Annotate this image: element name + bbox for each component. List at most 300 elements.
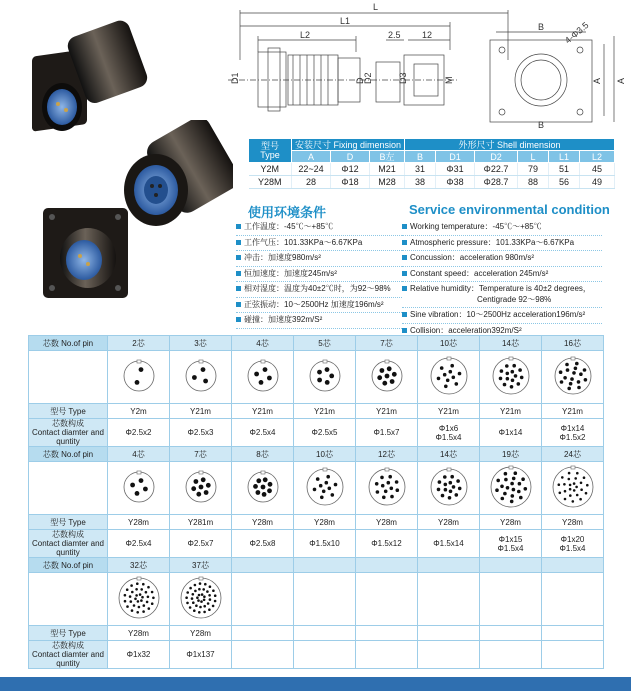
- pin-layout-cell: [294, 351, 356, 404]
- pin-face: [186, 361, 216, 391]
- pin-dot: [495, 488, 499, 492]
- pin-layout-cell: [542, 351, 604, 404]
- key-notch: [261, 360, 265, 363]
- pin-dot: [191, 486, 196, 491]
- pin-dot: [125, 588, 128, 591]
- cell: Φ12: [331, 163, 370, 176]
- list-item: Collision：acceleration392m/S²: [402, 324, 602, 340]
- pin-dot: [502, 383, 506, 387]
- pin-dot: [324, 481, 328, 485]
- pin-dot: [582, 368, 586, 372]
- pin-layout-cell: [418, 351, 480, 404]
- list-item: 碰撞：加速度392m/S²: [236, 313, 402, 329]
- pin-count-cell: 12芯: [356, 447, 418, 462]
- pin-dot: [571, 500, 574, 503]
- pin-dot: [568, 484, 571, 487]
- pin-dot: [579, 482, 582, 485]
- connector-photo-3: [38, 198, 138, 313]
- pin-dot: [375, 490, 379, 494]
- table-row: [29, 447, 604, 462]
- cell: Φ22.7: [475, 163, 518, 176]
- pin-dot: [443, 475, 447, 479]
- pin-dot: [576, 380, 580, 384]
- pin-dot: [202, 599, 205, 602]
- pin-count-cell: 24芯: [542, 447, 604, 462]
- pin-dot: [586, 484, 589, 487]
- pin-type-cell: Y28m: [232, 515, 294, 530]
- pin-dot: [394, 480, 398, 484]
- pin-dot: [584, 492, 587, 495]
- pin-type-cell: Y28m: [108, 626, 170, 641]
- key-notch: [385, 360, 389, 363]
- key-notch: [199, 360, 203, 363]
- pin-type-cell: [294, 626, 356, 641]
- connector-photo-1: [30, 12, 150, 137]
- dim-L: L: [373, 2, 379, 12]
- pin-dot: [198, 611, 201, 614]
- pin-dot: [198, 588, 201, 591]
- pin-layout-icon: [246, 359, 280, 393]
- pin-dot: [456, 479, 460, 483]
- pin-dot: [255, 490, 260, 495]
- pin-dot: [377, 375, 382, 380]
- pin-dot: [129, 600, 132, 603]
- pin-dot: [208, 598, 211, 601]
- pin-dot: [509, 500, 513, 504]
- pin-count-cell: [418, 558, 480, 573]
- key-notch: [199, 471, 203, 474]
- pin-face: [369, 469, 405, 505]
- pin-dot: [389, 379, 394, 384]
- env-list-cn: [236, 220, 402, 329]
- pin-dot: [132, 604, 135, 607]
- pin-dot: [505, 377, 509, 381]
- pin-type-cell: [418, 626, 480, 641]
- pin-dot: [267, 482, 272, 487]
- pin-dot: [563, 376, 567, 380]
- pin-dot: [147, 607, 150, 610]
- pin-dot: [203, 379, 208, 384]
- pin-comp-cell: Φ2.5x4: [108, 530, 170, 558]
- dim-B-top: B: [538, 22, 545, 32]
- pin-face: [307, 469, 343, 505]
- row-label: [29, 573, 108, 626]
- pin-dot: [503, 472, 507, 476]
- pin-type-cell: Y21m: [294, 404, 356, 419]
- pin-dot: [188, 606, 191, 609]
- list-item: 冲击：加速度980m/s²: [236, 251, 402, 267]
- pin-layout-icon: [184, 470, 218, 504]
- pin-layout-cell: [170, 351, 232, 404]
- pin-dot: [572, 489, 575, 492]
- row-label: 芯数 No.of pin: [29, 558, 108, 573]
- pin-dot: [563, 498, 566, 501]
- pin-dot: [457, 372, 461, 376]
- pin-dot: [380, 484, 384, 488]
- pin-dot: [448, 370, 452, 374]
- dim-B-bottom: B: [538, 120, 545, 130]
- pin-dot: [450, 475, 454, 479]
- pin-dot: [454, 382, 458, 386]
- pin-dot: [384, 374, 389, 379]
- pin-dot: [580, 488, 583, 491]
- pin-dot: [200, 600, 203, 603]
- pin-dot: [253, 484, 258, 489]
- pin-count-cell: 32芯: [108, 558, 170, 573]
- pin-layout-cell: [480, 351, 542, 404]
- pin-dot: [135, 594, 138, 597]
- pin-count-cell: 37芯: [170, 558, 232, 573]
- pin-dot: [318, 484, 322, 488]
- pin-dot: [196, 492, 201, 497]
- pin-count-cell: [294, 558, 356, 573]
- pin-dot: [448, 490, 452, 494]
- pin-dot: [574, 477, 577, 480]
- pin-dot: [445, 379, 449, 383]
- pin-type-cell: Y28m: [480, 515, 542, 530]
- pin-comp-cell: Φ2.5x5: [294, 419, 356, 447]
- table-row: [29, 336, 604, 351]
- pin-dot: [563, 483, 566, 486]
- pin-count-cell: 7芯: [356, 336, 418, 351]
- pin-dot: [565, 368, 569, 372]
- pin-layout-cell: [294, 573, 356, 626]
- table-row: [29, 419, 604, 447]
- row-label: 芯数构成 Contact diamter and quntity: [29, 530, 108, 558]
- pin-dot: [505, 364, 509, 368]
- pin-dot: [130, 584, 133, 587]
- pin-layout-icon: [489, 465, 533, 509]
- pin-dot: [579, 498, 582, 501]
- key-notch: [571, 466, 575, 469]
- pin-dot: [142, 583, 145, 586]
- pin-layout-cell: [418, 462, 480, 515]
- pin-dot: [517, 490, 521, 494]
- pin-dot: [559, 380, 563, 384]
- pin-layout-icon: [117, 576, 161, 620]
- pin-comp-cell: Φ1x20 Φ1.5x4: [542, 530, 604, 558]
- pin-dot: [511, 477, 515, 481]
- pin-layout-cell: [170, 462, 232, 515]
- pin-count-cell: [480, 558, 542, 573]
- footer-bar: [0, 677, 631, 691]
- pin-count-cell: [542, 558, 604, 573]
- pin-dot: [324, 380, 329, 385]
- pin-dot: [457, 487, 461, 491]
- pin-type-cell: [356, 626, 418, 641]
- cell: 88: [518, 176, 549, 189]
- pin-dot: [558, 370, 562, 374]
- pin-dot: [267, 488, 272, 493]
- pin-dot: [451, 485, 455, 489]
- pin-dot: [569, 494, 572, 497]
- pin-face: [431, 358, 467, 394]
- pin-dot: [147, 586, 150, 589]
- pin-type-cell: Y281m: [170, 515, 232, 530]
- pin-dot: [442, 373, 446, 377]
- pin-count-cell: 2芯: [108, 336, 170, 351]
- pin-dot: [568, 382, 572, 386]
- pin-comp-cell: [418, 641, 480, 669]
- pin-comp-cell: Φ1x14 Φ1.5x2: [542, 419, 604, 447]
- pin-dot: [143, 487, 148, 492]
- table-row: [29, 573, 604, 626]
- pin-count-cell: 3芯: [170, 336, 232, 351]
- table-row: [29, 515, 604, 530]
- row-label: 型号 Type: [29, 404, 108, 419]
- pin-count-cell: 14芯: [418, 447, 480, 462]
- pin-dot: [519, 496, 523, 500]
- pin-dot: [194, 590, 197, 593]
- pin-dot: [140, 599, 143, 602]
- pin-dot: [208, 585, 211, 588]
- table-row: [29, 530, 604, 558]
- pin-dot: [320, 496, 324, 500]
- pin-dot: [199, 606, 202, 609]
- pin-dot: [185, 596, 188, 599]
- pin-dot: [131, 591, 134, 594]
- dim-2-5: 2.5: [388, 30, 401, 40]
- pin-dot: [568, 488, 571, 491]
- pin-dot: [258, 380, 263, 385]
- pin-dot: [260, 485, 265, 490]
- pin-dot: [436, 377, 440, 381]
- pin-dot: [504, 478, 508, 482]
- pin-dot: [123, 594, 126, 597]
- pin-count-cell: 5芯: [294, 336, 356, 351]
- pin-dot: [192, 601, 195, 604]
- row-label: 芯数 No.of pin: [29, 447, 108, 462]
- pin-dot: [134, 380, 139, 385]
- pin-comp-cell: Φ2.5x2: [108, 419, 170, 447]
- key-notch: [571, 357, 575, 360]
- env-list-en: [402, 220, 602, 339]
- pin-face: [124, 472, 154, 502]
- env-title-cn: 使用环境条件: [248, 205, 327, 220]
- pin-dot: [443, 483, 447, 487]
- pin-layout-icon: [122, 359, 156, 393]
- dim-col-B: B: [405, 151, 436, 163]
- pin-dot: [513, 374, 517, 378]
- pin-comp-cell: Φ1.5x7: [356, 419, 418, 447]
- pin-face: [555, 358, 591, 394]
- pin-count-cell: 19芯: [480, 447, 542, 462]
- pin-layout-icon: [491, 356, 531, 396]
- pin-dot: [577, 386, 581, 390]
- pin-comp-cell: Φ1x32: [108, 641, 170, 669]
- pin-layout-icon: [370, 359, 404, 393]
- pin-dot: [317, 378, 322, 383]
- pin-dot: [136, 582, 139, 585]
- pin-dot: [152, 597, 155, 600]
- pin-dot: [510, 482, 514, 486]
- pin-dot: [140, 588, 143, 591]
- table-row: [29, 641, 604, 669]
- pin-comp-cell: Φ1.5x14: [418, 530, 480, 558]
- pin-comp-cell: Φ2.5x8: [232, 530, 294, 558]
- pin-type-cell: [542, 626, 604, 641]
- key-notch: [509, 357, 513, 360]
- pin-face: [493, 358, 529, 394]
- dim-D: D: [355, 77, 365, 84]
- pin-dot: [500, 497, 504, 501]
- pin-count-cell: 8芯: [232, 447, 294, 462]
- pin-layout-icon: [551, 465, 595, 509]
- dim-12: 12: [422, 30, 433, 40]
- pin-dot: [509, 385, 513, 389]
- pin-dot: [503, 492, 507, 496]
- pin-dot: [136, 600, 139, 603]
- pin-dot: [138, 367, 143, 372]
- dim-A-inner: A: [592, 77, 602, 84]
- pin-face: [310, 361, 340, 391]
- cell: M21: [370, 163, 405, 176]
- key-notch: [137, 360, 141, 363]
- pin-dot: [444, 385, 448, 389]
- pin-layout-cell: [108, 573, 170, 626]
- pin-type-cell: [480, 626, 542, 641]
- pin-dot: [512, 364, 516, 368]
- pin-dot: [186, 602, 189, 605]
- list-item: Concussion：acceleration 980m/s²: [402, 251, 602, 267]
- pin-dot: [389, 487, 393, 491]
- cell: Φ18: [331, 176, 370, 189]
- pin-dot: [317, 370, 322, 375]
- pin-comp-cell: Φ2.5x4: [232, 419, 294, 447]
- pin-dot: [211, 605, 214, 608]
- pin-dot: [206, 590, 209, 593]
- pin-dot: [516, 382, 520, 386]
- pin-dot: [563, 490, 566, 493]
- list-item: 正弦振动：10～2500Hz 加速度196m/s²: [236, 298, 402, 314]
- pin-dot: [126, 605, 129, 608]
- pin-dot: [379, 368, 384, 373]
- pin-dot: [510, 494, 514, 498]
- pin-type-cell: Y28m: [418, 515, 480, 530]
- dim-col-A: A: [292, 151, 331, 163]
- pin-dot: [583, 378, 587, 382]
- pin-dot: [523, 487, 527, 491]
- pin-dot: [390, 495, 394, 499]
- pin-dot: [386, 481, 390, 485]
- pin-dot: [130, 609, 133, 612]
- list-item: 相对湿度：温度为40±2℃时，为92～98%: [236, 282, 402, 298]
- pin-dot: [510, 370, 514, 374]
- pin-count-cell: 4芯: [232, 336, 294, 351]
- pin-dot: [374, 482, 378, 486]
- pin-dot: [195, 604, 198, 607]
- pin-layout-cell: [480, 573, 542, 626]
- cell: 38: [405, 176, 436, 189]
- pin-dot: [213, 600, 216, 603]
- pin-layout-cell: [232, 573, 294, 626]
- pin-type-cell: Y2m: [108, 404, 170, 419]
- pin-dot: [146, 596, 149, 599]
- pin-dot: [261, 492, 266, 497]
- cell: Y28M: [249, 176, 292, 189]
- pin-dot: [558, 492, 561, 495]
- pin-layout-cell: [542, 573, 604, 626]
- row-label: [29, 462, 108, 515]
- pin-dot: [324, 367, 329, 372]
- pin-dot: [256, 478, 261, 483]
- table-row: [29, 558, 604, 573]
- pin-dot: [254, 372, 259, 377]
- cell: 31: [405, 163, 436, 176]
- pin-dot: [519, 376, 523, 380]
- pin-dot: [193, 479, 198, 484]
- pin-comp-cell: [542, 641, 604, 669]
- pin-dot: [575, 486, 578, 489]
- pin-comp-cell: Φ1.5x10: [294, 530, 356, 558]
- pin-dot: [443, 488, 447, 492]
- pin-dot: [510, 379, 514, 383]
- pin-dot: [391, 372, 396, 377]
- pin-dot: [213, 594, 216, 597]
- dim-D2: D2: [363, 72, 373, 84]
- row-label: 芯数构成 Contact diamter and quntity: [29, 419, 108, 447]
- pin-count-cell: [232, 558, 294, 573]
- pin-dot: [128, 595, 131, 598]
- pin-dot: [567, 472, 570, 475]
- pin-dot: [448, 481, 452, 485]
- pin-configuration-table: [28, 335, 604, 669]
- pin-dot: [436, 488, 440, 492]
- table-row: [249, 176, 615, 189]
- pin-count-cell: 10芯: [294, 447, 356, 462]
- key-notch: [323, 468, 327, 471]
- pin-dot: [186, 591, 189, 594]
- dimension-table: [248, 138, 615, 189]
- pin-dot: [197, 594, 200, 597]
- pin-count-cell: 7芯: [170, 447, 232, 462]
- cell: 49: [580, 176, 615, 189]
- cell: 79: [518, 163, 549, 176]
- pin-type-cell: Y28m: [294, 515, 356, 530]
- pin-type-cell: Y28m: [108, 515, 170, 530]
- pin-dot: [380, 476, 384, 480]
- pin-dot: [575, 494, 578, 497]
- dim-col-D: D: [331, 151, 370, 163]
- pin-dot: [505, 372, 509, 376]
- pin-layout-icon: [122, 470, 156, 504]
- pin-count-cell: 16芯: [542, 336, 604, 351]
- pin-comp-cell: Φ1x14: [480, 419, 542, 447]
- dimension-drawing: [228, 0, 631, 132]
- pin-dot: [145, 601, 148, 604]
- pin-dot: [262, 367, 267, 372]
- pin-type-cell: Y21m: [542, 404, 604, 419]
- pin-dot: [582, 476, 585, 479]
- pin-layout-cell: [418, 573, 480, 626]
- cell: Φ31: [436, 163, 475, 176]
- pin-layout-cell: [542, 462, 604, 515]
- pin-dot: [321, 490, 325, 494]
- pin-dot: [557, 483, 560, 486]
- pin-dot: [134, 598, 137, 601]
- pin-dot: [203, 605, 206, 608]
- pin-comp-cell: [294, 641, 356, 669]
- dim-holes: 4-Φ3.5: [562, 20, 591, 46]
- pin-layout-cell: [294, 462, 356, 515]
- pin-dot: [135, 588, 138, 591]
- pin-dot: [500, 485, 504, 489]
- list-item: Relative humidity：Temperature is 40±2 degrees， Centigrade 92～98%: [402, 282, 602, 308]
- pin-dot: [196, 596, 199, 599]
- cell: M28: [370, 176, 405, 189]
- pin-dot: [137, 606, 140, 609]
- pin-comp-cell: Φ2.5x7: [170, 530, 232, 558]
